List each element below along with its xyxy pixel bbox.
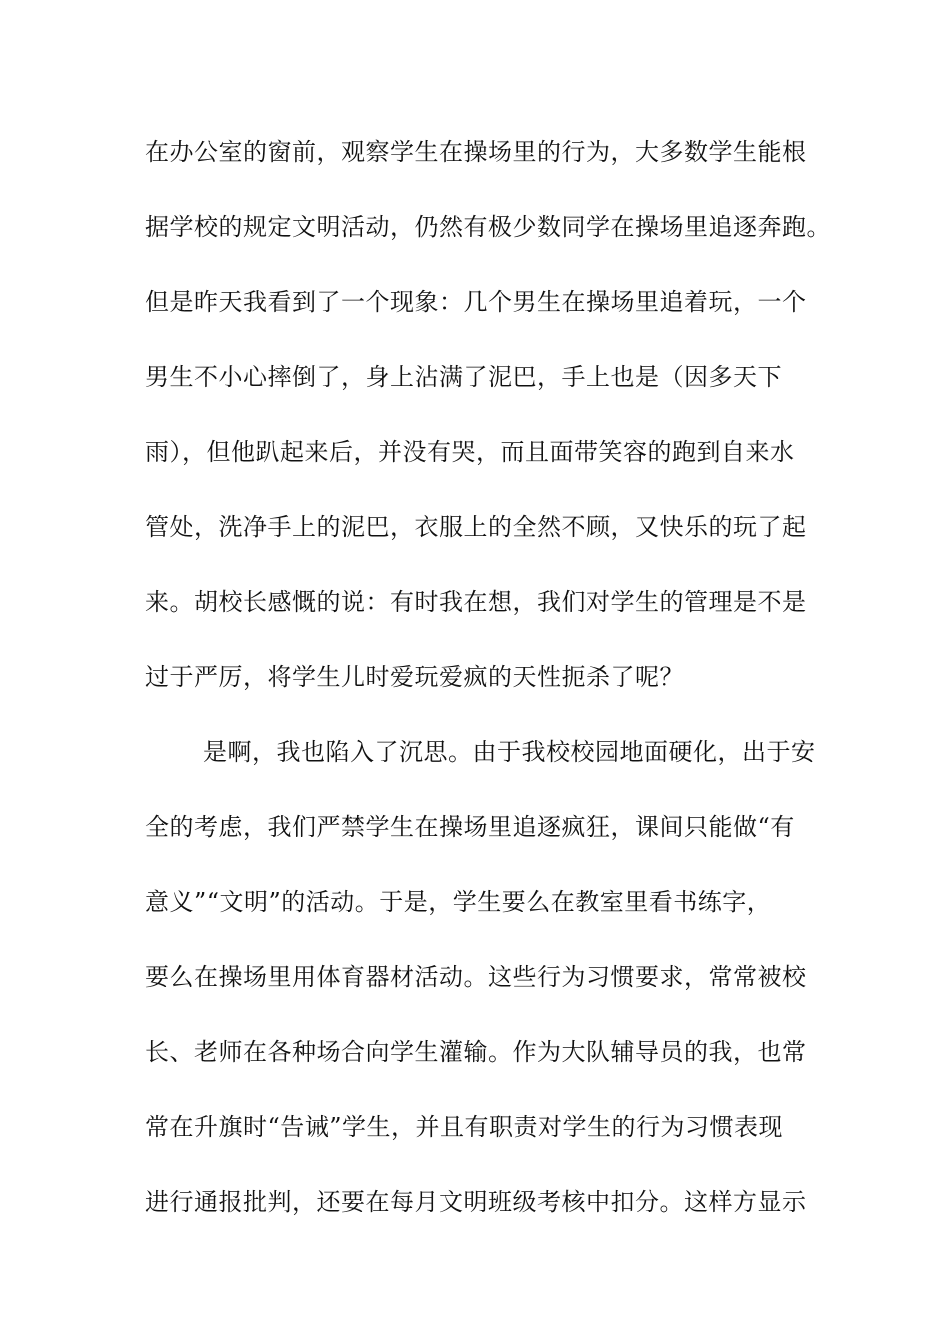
text-line: 要么在操场里用体育器材活动。这些行为习惯要求，常常被校 [145,963,807,991]
text-line: 男生不小心摔倒了，身上沾满了泥巴，手上也是（因多天下 [145,363,782,391]
text-line: 管处，洗净手上的泥巴，衣服上的全然不顾，又快乐的玩了起 [145,513,807,541]
text-line: 但是昨天我看到了一个现象：几个男生在操场里追着玩，一个 [145,288,807,316]
text-line: 长、老师在各种场合向学生灌输。作为大队辅导员的我，也常 [145,1038,807,1066]
text-line: 常在升旗时“告诫”学生，并且有职责对学生的行为习惯表现 [145,1113,784,1141]
text-line: 据学校的规定文明活动，仍然有极少数同学在操场里追逐奔跑。 [145,213,831,241]
paragraph-start-line: 是啊，我也陷入了沉思。由于我校校园地面硬化，出于安 [203,738,816,766]
text-line: 意义”“文明”的活动。于是，学生要么在教室里看书练字， [145,888,772,916]
text-line: 进行通报批判，还要在每月文明班级考核中扣分。这样方显示 [145,1188,807,1216]
text-line: 雨），但他趴起来后，并没有哭，而且面带笑容的跑到自来水 [145,438,795,466]
text-line: 在办公室的窗前，观察学生在操场里的行为，大多数学生能根 [145,138,807,166]
text-line: 全的考虑，我们严禁学生在操场里追逐疯狂，课间只能做“有 [145,813,795,841]
text-line: 过于严厉，将学生儿时爱玩爱疯的天性扼杀了呢？ [145,663,684,691]
text-line: 来。胡校长感慨的说：有时我在想，我们对学生的管理是不是 [145,588,807,616]
body-text [145,128,831,1253]
